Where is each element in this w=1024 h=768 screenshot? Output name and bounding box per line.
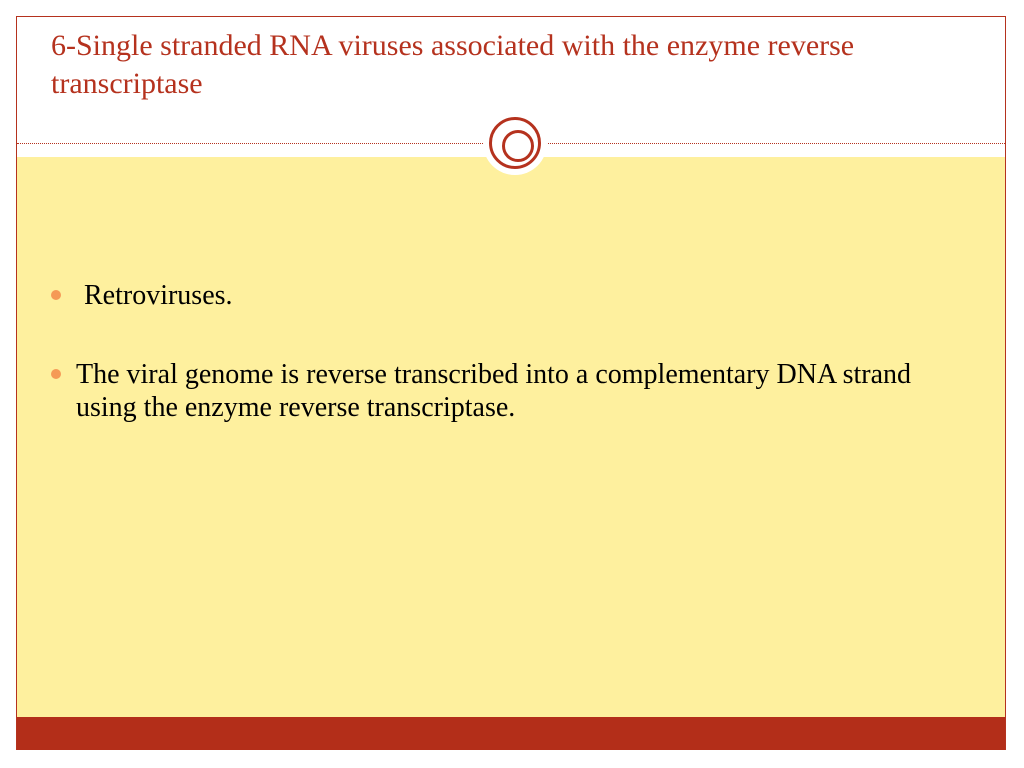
bullet-dot-icon bbox=[51, 290, 61, 300]
bullet-text: Retroviruses. bbox=[84, 280, 233, 311]
footer-bar bbox=[17, 717, 1005, 750]
slide-title: 6-Single stranded RNA viruses associated with the enzyme reverse transcriptase bbox=[51, 29, 855, 100]
bullet-item bbox=[51, 358, 951, 424]
bullet-item bbox=[51, 279, 951, 312]
bullet-text: The viral genome is reverse transcribed into a complementary DNA strand using the enzyme reverse transcriptase. bbox=[76, 359, 912, 423]
inner-ring-icon bbox=[502, 130, 534, 162]
ring-ornament-icon bbox=[483, 111, 547, 175]
outer-ring-icon bbox=[489, 117, 541, 169]
bullet-dot-icon bbox=[51, 369, 61, 379]
bullet-list bbox=[51, 279, 951, 470]
slide bbox=[16, 16, 1006, 750]
